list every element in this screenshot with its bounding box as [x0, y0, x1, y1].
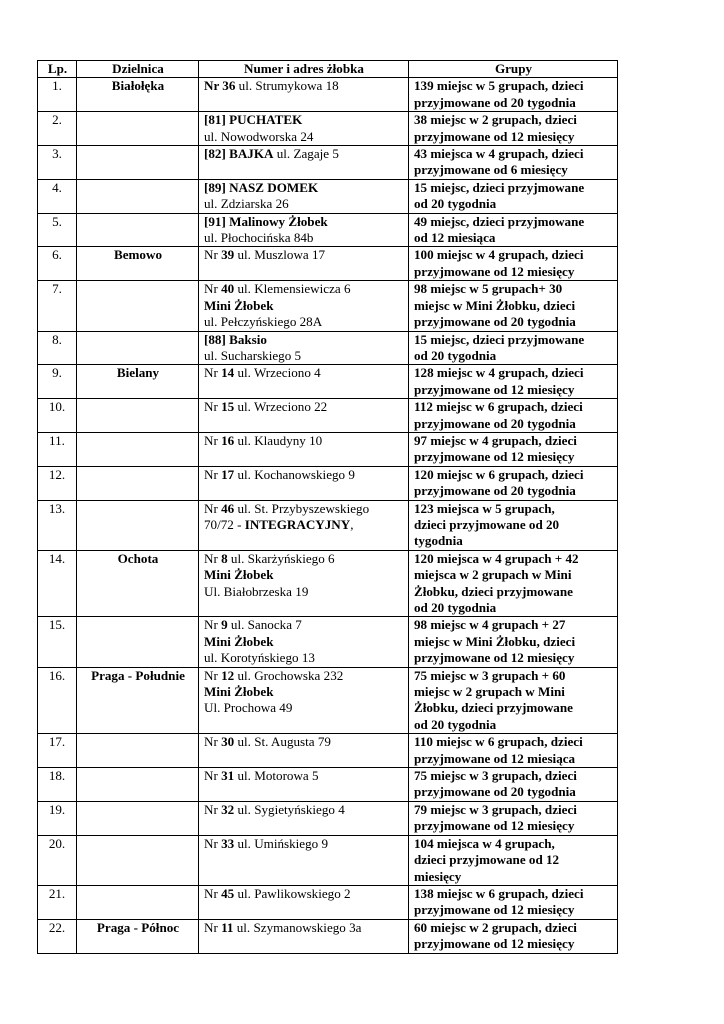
table-row — [38, 617, 618, 667]
address-segment: ul. Sanocka 7 — [227, 617, 302, 633]
cell-lp: 10. — [38, 399, 77, 433]
address-segment: Nr 36 — [204, 78, 236, 94]
address-segment: 33 — [221, 835, 235, 851]
address-segment: ul. Szymanowskiego 3a — [233, 919, 362, 935]
cell-lp: 14. — [38, 550, 77, 617]
cell-address — [199, 213, 409, 247]
cell-district — [77, 179, 199, 213]
groups-line: 79 miejsc w 3 grupach, dzieci — [414, 801, 577, 817]
address-segment: Nr — [204, 768, 222, 784]
groups-line: 97 miejsc w 4 grupach, dzieci — [414, 432, 577, 448]
cell-lp: 8. — [38, 331, 77, 365]
address-segment: [81] PUCHATEK — [204, 112, 303, 128]
groups-line: 38 miejsc w 2 grupach, dzieci — [414, 112, 577, 128]
cell-groups — [409, 734, 618, 768]
cell-groups — [409, 179, 618, 213]
groups-line: przyjmowane od 12 miesięcy — [414, 263, 575, 279]
address-line — [204, 129, 404, 145]
address-line — [204, 886, 404, 902]
table-row — [38, 885, 618, 919]
address-segment: 45 — [221, 885, 235, 901]
table-row — [38, 801, 618, 835]
address-segment: Nr — [204, 466, 222, 482]
groups-line: przyjmowane od 12 miesięcy — [414, 449, 575, 465]
cell-groups — [409, 617, 618, 667]
cell-groups — [409, 550, 618, 617]
table-row — [38, 500, 618, 550]
cell-address — [199, 365, 409, 399]
cell-district — [77, 801, 199, 835]
address-segment: ul. Pełczyńskiego 28A — [204, 314, 323, 330]
groups-line: 123 miejsca w 5 grupach, — [414, 500, 555, 516]
address-segment: ul. Klaudyny 10 — [234, 432, 323, 448]
cell-address — [199, 247, 409, 281]
address-segment: ul. Klemensiewicza 6 — [234, 281, 351, 297]
groups-line: od 20 tygodnia — [414, 347, 497, 363]
cell-address — [199, 331, 409, 365]
groups-line: 120 miejsc w 6 grupach, dzieci — [414, 466, 584, 482]
address-segment: Nr — [204, 432, 222, 448]
address-segment: 15 — [221, 399, 235, 415]
address-line — [204, 332, 404, 348]
cell-district — [77, 885, 199, 919]
nursery-table — [37, 60, 618, 954]
table-row — [38, 112, 618, 146]
groups-line: 120 miejsca w 4 grupach + 42 — [414, 550, 579, 566]
header-groups: Grupy — [409, 61, 618, 78]
cell-lp: 11. — [38, 432, 77, 466]
address-line — [204, 551, 404, 567]
address-segment: ul. Korotyńskiego 13 — [204, 650, 315, 666]
cell-district — [77, 500, 199, 550]
cell-district — [77, 617, 199, 667]
groups-line: miejsc w Mini Żłobku, dzieci — [414, 633, 576, 649]
cell-address — [199, 667, 409, 734]
cell-address — [199, 919, 409, 953]
cell-district — [77, 768, 199, 802]
cell-lp: 1. — [38, 78, 77, 112]
cell-address — [199, 885, 409, 919]
address-segment: ul. St. Przybyszewskiego — [234, 500, 370, 516]
cell-district — [77, 281, 199, 331]
groups-line: 128 miejsc w 4 grupach, dzieci — [414, 365, 584, 381]
groups-line: dzieci przyjmowane od 12 — [414, 852, 560, 868]
cell-lp: 9. — [38, 365, 77, 399]
address-segment: ul. Wrzeciono 4 — [234, 365, 321, 381]
cell-address — [199, 768, 409, 802]
groups-line: przyjmowane od 12 miesięcy — [414, 128, 575, 144]
groups-line: przyjmowane od 12 miesięcy — [414, 936, 575, 952]
cell-district: Ochota — [77, 550, 199, 617]
groups-line: 110 miejsc w 6 grupach, dzieci — [414, 734, 583, 750]
cell-lp: 15. — [38, 617, 77, 667]
table-row — [38, 466, 618, 500]
address-line — [204, 298, 404, 314]
groups-line: od 20 tygodnia — [414, 600, 497, 615]
cell-groups — [409, 919, 618, 953]
address-line — [204, 768, 404, 784]
cell-lp: 22. — [38, 919, 77, 953]
table-row — [38, 768, 618, 802]
cell-lp: 4. — [38, 179, 77, 213]
groups-line: 15 miejsc, dzieci przyjmowane — [414, 179, 585, 195]
table-row — [38, 247, 618, 281]
groups-line: 104 miejsca w 4 grupach, — [414, 835, 555, 851]
address-line — [204, 650, 404, 666]
table-row — [38, 550, 618, 617]
address-segment: ul. Muszlowa 17 — [234, 247, 326, 263]
address-line — [204, 180, 404, 196]
cell-district — [77, 734, 199, 768]
groups-line: 75 miejsc w 3 grupach, dzieci — [414, 768, 577, 784]
address-line — [204, 802, 404, 818]
header-row — [38, 61, 618, 78]
groups-line: 139 miejsc w 5 grupach, dzieci — [414, 78, 584, 94]
address-segment: 31 — [221, 768, 235, 784]
cell-lp: 20. — [38, 835, 77, 885]
cell-groups — [409, 768, 618, 802]
address-segment: ul. St. Augusta 79 — [234, 734, 331, 750]
groups-line: przyjmowane od 20 tygodnia — [414, 94, 576, 110]
address-line — [204, 734, 404, 750]
address-line — [204, 668, 404, 684]
address-line — [204, 399, 404, 415]
groups-line: przyjmowane od 20 tygodnia — [414, 784, 576, 800]
address-segment: Mini Żłobek — [204, 567, 274, 583]
address-segment: 32 — [221, 801, 235, 817]
cell-address — [199, 835, 409, 885]
address-line — [204, 836, 404, 852]
groups-line: 60 miejsc w 2 grupach, dzieci — [414, 919, 577, 935]
address-segment: 8 — [221, 550, 228, 566]
cell-lp: 21. — [38, 885, 77, 919]
address-line — [204, 196, 404, 212]
table-row — [38, 667, 618, 734]
address-segment: Nr — [204, 835, 222, 851]
table-row — [38, 919, 618, 953]
cell-groups — [409, 432, 618, 466]
groups-line: 43 miejsca w 4 grupach, dzieci — [414, 146, 584, 162]
groups-line: 138 miejsc w 6 grupach, dzieci — [414, 885, 584, 901]
cell-district — [77, 112, 199, 146]
cell-address — [199, 550, 409, 617]
groups-line: przyjmowane od 20 tygodnia — [414, 314, 576, 330]
address-segment: Nr — [204, 885, 222, 901]
address-segment: Nr — [204, 365, 222, 381]
groups-line: 75 miejsc w 3 grupach + 60 — [414, 667, 566, 683]
address-line — [204, 214, 404, 230]
address-segment: [89] NASZ DOMEK — [204, 179, 319, 195]
cell-groups — [409, 112, 618, 146]
table-body — [38, 78, 618, 953]
groups-line: przyjmowane od 12 miesięcy — [414, 381, 575, 397]
groups-line: przyjmowane od 12 miesięcy — [414, 818, 575, 834]
address-segment: Ul. Białobrzeska 19 — [204, 583, 309, 599]
cell-address — [199, 500, 409, 550]
cell-groups — [409, 331, 618, 365]
cell-address — [199, 801, 409, 835]
address-line — [204, 230, 404, 246]
address-segment: ul. Strumykowa 18 — [235, 78, 339, 94]
address-segment: 9 — [221, 617, 228, 633]
address-segment: ul. Kochanowskiego 9 — [234, 466, 355, 482]
groups-line: Żłobku, dzieci przyjmowane — [414, 700, 573, 716]
address-segment: Mini Żłobek — [204, 297, 274, 313]
cell-groups — [409, 78, 618, 112]
address-line — [204, 467, 404, 483]
address-line — [204, 634, 404, 650]
groups-line: miejsc w Mini Żłobku, dzieci — [414, 297, 576, 313]
address-segment: 46 — [221, 500, 235, 516]
cell-groups — [409, 213, 618, 247]
address-segment: ul. Pawlikowskiego 2 — [234, 885, 351, 901]
address-line — [204, 684, 404, 700]
address-segment: 14 — [221, 365, 235, 381]
address-segment: [91] Malinowy Żłobek — [204, 213, 328, 229]
table-row — [38, 146, 618, 180]
cell-lp: 5. — [38, 213, 77, 247]
groups-line: przyjmowane od 12 miesięcy — [414, 902, 575, 918]
address-segment: 17 — [221, 466, 235, 482]
cell-lp: 13. — [38, 500, 77, 550]
address-segment: 11 — [221, 919, 234, 935]
cell-lp: 18. — [38, 768, 77, 802]
cell-district: Bielany — [77, 365, 199, 399]
groups-line: przyjmowane od 12 miesiąca — [414, 750, 576, 766]
groups-line: miesięcy — [414, 868, 462, 884]
groups-line: 15 miejsc, dzieci przyjmowane — [414, 331, 585, 347]
address-segment: 16 — [221, 432, 235, 448]
cell-lp: 6. — [38, 247, 77, 281]
address-line — [204, 247, 404, 263]
groups-line: tygodnia — [414, 533, 463, 549]
cell-address — [199, 146, 409, 180]
cell-groups — [409, 885, 618, 919]
cell-address — [199, 78, 409, 112]
address-segment: Ul. Prochowa 49 — [204, 700, 293, 716]
table-row — [38, 399, 618, 433]
cell-district — [77, 835, 199, 885]
address-segment: Nr — [204, 281, 222, 297]
address-segment: Nr — [204, 500, 222, 516]
address-line — [204, 112, 404, 128]
address-line — [204, 700, 404, 716]
cell-district — [77, 466, 199, 500]
address-segment: ul. Nowodworska 24 — [204, 128, 314, 144]
cell-address — [199, 399, 409, 433]
table-row — [38, 365, 618, 399]
groups-line: 98 miejsc w 5 grupach+ 30 — [414, 281, 563, 297]
cell-district: Praga - Północ — [77, 919, 199, 953]
table-row — [38, 179, 618, 213]
groups-line: miejsca w 2 grupach w Mini — [414, 567, 572, 583]
table-row — [38, 331, 618, 365]
address-segment: [82] BAJKA — [204, 146, 274, 162]
address-line — [204, 501, 404, 517]
cell-lp: 17. — [38, 734, 77, 768]
cell-district — [77, 146, 199, 180]
address-line — [204, 517, 404, 533]
address-line — [204, 348, 404, 364]
table-row — [38, 432, 618, 466]
address-segment: Nr — [204, 550, 222, 566]
address-segment: Mini Żłobek — [204, 684, 274, 700]
address-line — [204, 920, 404, 936]
address-segment: , — [350, 516, 354, 532]
address-segment: 39 — [221, 247, 235, 263]
cell-district: Białołęka — [77, 78, 199, 112]
address-segment: 40 — [221, 281, 235, 297]
groups-line: przyjmowane od 20 tygodnia — [414, 483, 576, 499]
cell-lp: 16. — [38, 667, 77, 734]
table-row — [38, 78, 618, 112]
address-line — [204, 567, 404, 583]
address-segment: ul. Płochocińska 84b — [204, 230, 314, 246]
groups-line: miejsc w 2 grupach w Mini — [414, 684, 565, 700]
address-segment: [88] Baksio — [204, 331, 267, 347]
groups-line: 49 miejsc, dzieci przyjmowane — [414, 213, 585, 229]
cell-district — [77, 432, 199, 466]
table-row — [38, 281, 618, 331]
groups-line: od 20 tygodnia — [414, 196, 497, 212]
cell-district — [77, 213, 199, 247]
address-segment: Nr — [204, 617, 222, 633]
address-segment: Nr — [204, 919, 222, 935]
address-line — [204, 584, 404, 600]
header-address: Numer i adres żłobka — [199, 61, 409, 78]
address-line — [204, 617, 404, 633]
address-segment: Mini Żłobek — [204, 633, 274, 649]
groups-line: Żłobku, dzieci przyjmowane — [414, 583, 573, 599]
address-segment: ul. Zdziarska 26 — [204, 196, 289, 212]
groups-line: 112 miejsc w 6 grupach, dzieci — [414, 399, 583, 415]
groups-line: przyjmowane od 20 tygodnia — [414, 415, 576, 431]
groups-line: dzieci przyjmowane od 20 — [414, 516, 560, 532]
cell-district — [77, 331, 199, 365]
address-segment: INTEGRACYJNY — [244, 516, 351, 532]
address-segment: Nr — [204, 247, 222, 263]
cell-groups — [409, 365, 618, 399]
cell-groups — [409, 247, 618, 281]
cell-address — [199, 432, 409, 466]
groups-line: przyjmowane od 6 miesięcy — [414, 162, 568, 178]
cell-groups — [409, 835, 618, 885]
cell-address — [199, 179, 409, 213]
address-segment: ul. Grochowska 232 — [234, 667, 344, 683]
address-segment: Nr — [204, 734, 222, 750]
cell-lp: 19. — [38, 801, 77, 835]
cell-lp: 3. — [38, 146, 77, 180]
cell-groups — [409, 146, 618, 180]
header-lp: Lp. — [38, 61, 77, 78]
groups-line: 98 miejsc w 4 grupach + 27 — [414, 617, 566, 633]
address-segment: ul. Motorowa 5 — [234, 768, 319, 784]
address-segment: Nr — [204, 667, 222, 683]
address-segment: 70/72 - — [204, 516, 245, 532]
address-line — [204, 433, 404, 449]
cell-groups — [409, 281, 618, 331]
table-row — [38, 734, 618, 768]
cell-groups — [409, 466, 618, 500]
cell-groups — [409, 667, 618, 734]
address-line — [204, 78, 404, 94]
cell-groups — [409, 399, 618, 433]
cell-district — [77, 399, 199, 433]
groups-line: od 20 tygodnia — [414, 716, 497, 732]
cell-groups — [409, 801, 618, 835]
address-line — [204, 314, 404, 330]
address-segment: ul. Umińskiego 9 — [234, 835, 329, 851]
table-row — [38, 835, 618, 885]
cell-district: Praga - Południe — [77, 667, 199, 734]
cell-lp: 7. — [38, 281, 77, 331]
header-district: Dzielnica — [77, 61, 199, 78]
address-segment: ul. Sygietyńskiego 4 — [234, 801, 345, 817]
address-segment: ul. Zagaje 5 — [273, 146, 339, 162]
cell-lp: 2. — [38, 112, 77, 146]
address-line — [204, 281, 404, 297]
cell-groups — [409, 500, 618, 550]
groups-line: od 12 miesiąca — [414, 230, 496, 246]
address-segment: ul. Sucharskiego 5 — [204, 347, 302, 363]
address-line — [204, 365, 404, 381]
address-segment: Nr — [204, 801, 222, 817]
cell-lp: 12. — [38, 466, 77, 500]
cell-address — [199, 112, 409, 146]
address-segment: Nr — [204, 399, 222, 415]
address-line — [204, 146, 404, 162]
address-segment: 12 — [221, 667, 235, 683]
cell-district: Bemowo — [77, 247, 199, 281]
address-segment: ul. Wrzeciono 22 — [234, 399, 328, 415]
cell-address — [199, 281, 409, 331]
groups-line: 100 miejsc w 4 grupach, dzieci — [414, 247, 584, 263]
cell-address — [199, 617, 409, 667]
address-segment: ul. Skarżyńskiego 6 — [227, 550, 335, 566]
cell-address — [199, 466, 409, 500]
address-segment: 30 — [221, 734, 235, 750]
groups-line: przyjmowane od 12 miesięcy — [414, 650, 575, 666]
cell-address — [199, 734, 409, 768]
table-row — [38, 213, 618, 247]
